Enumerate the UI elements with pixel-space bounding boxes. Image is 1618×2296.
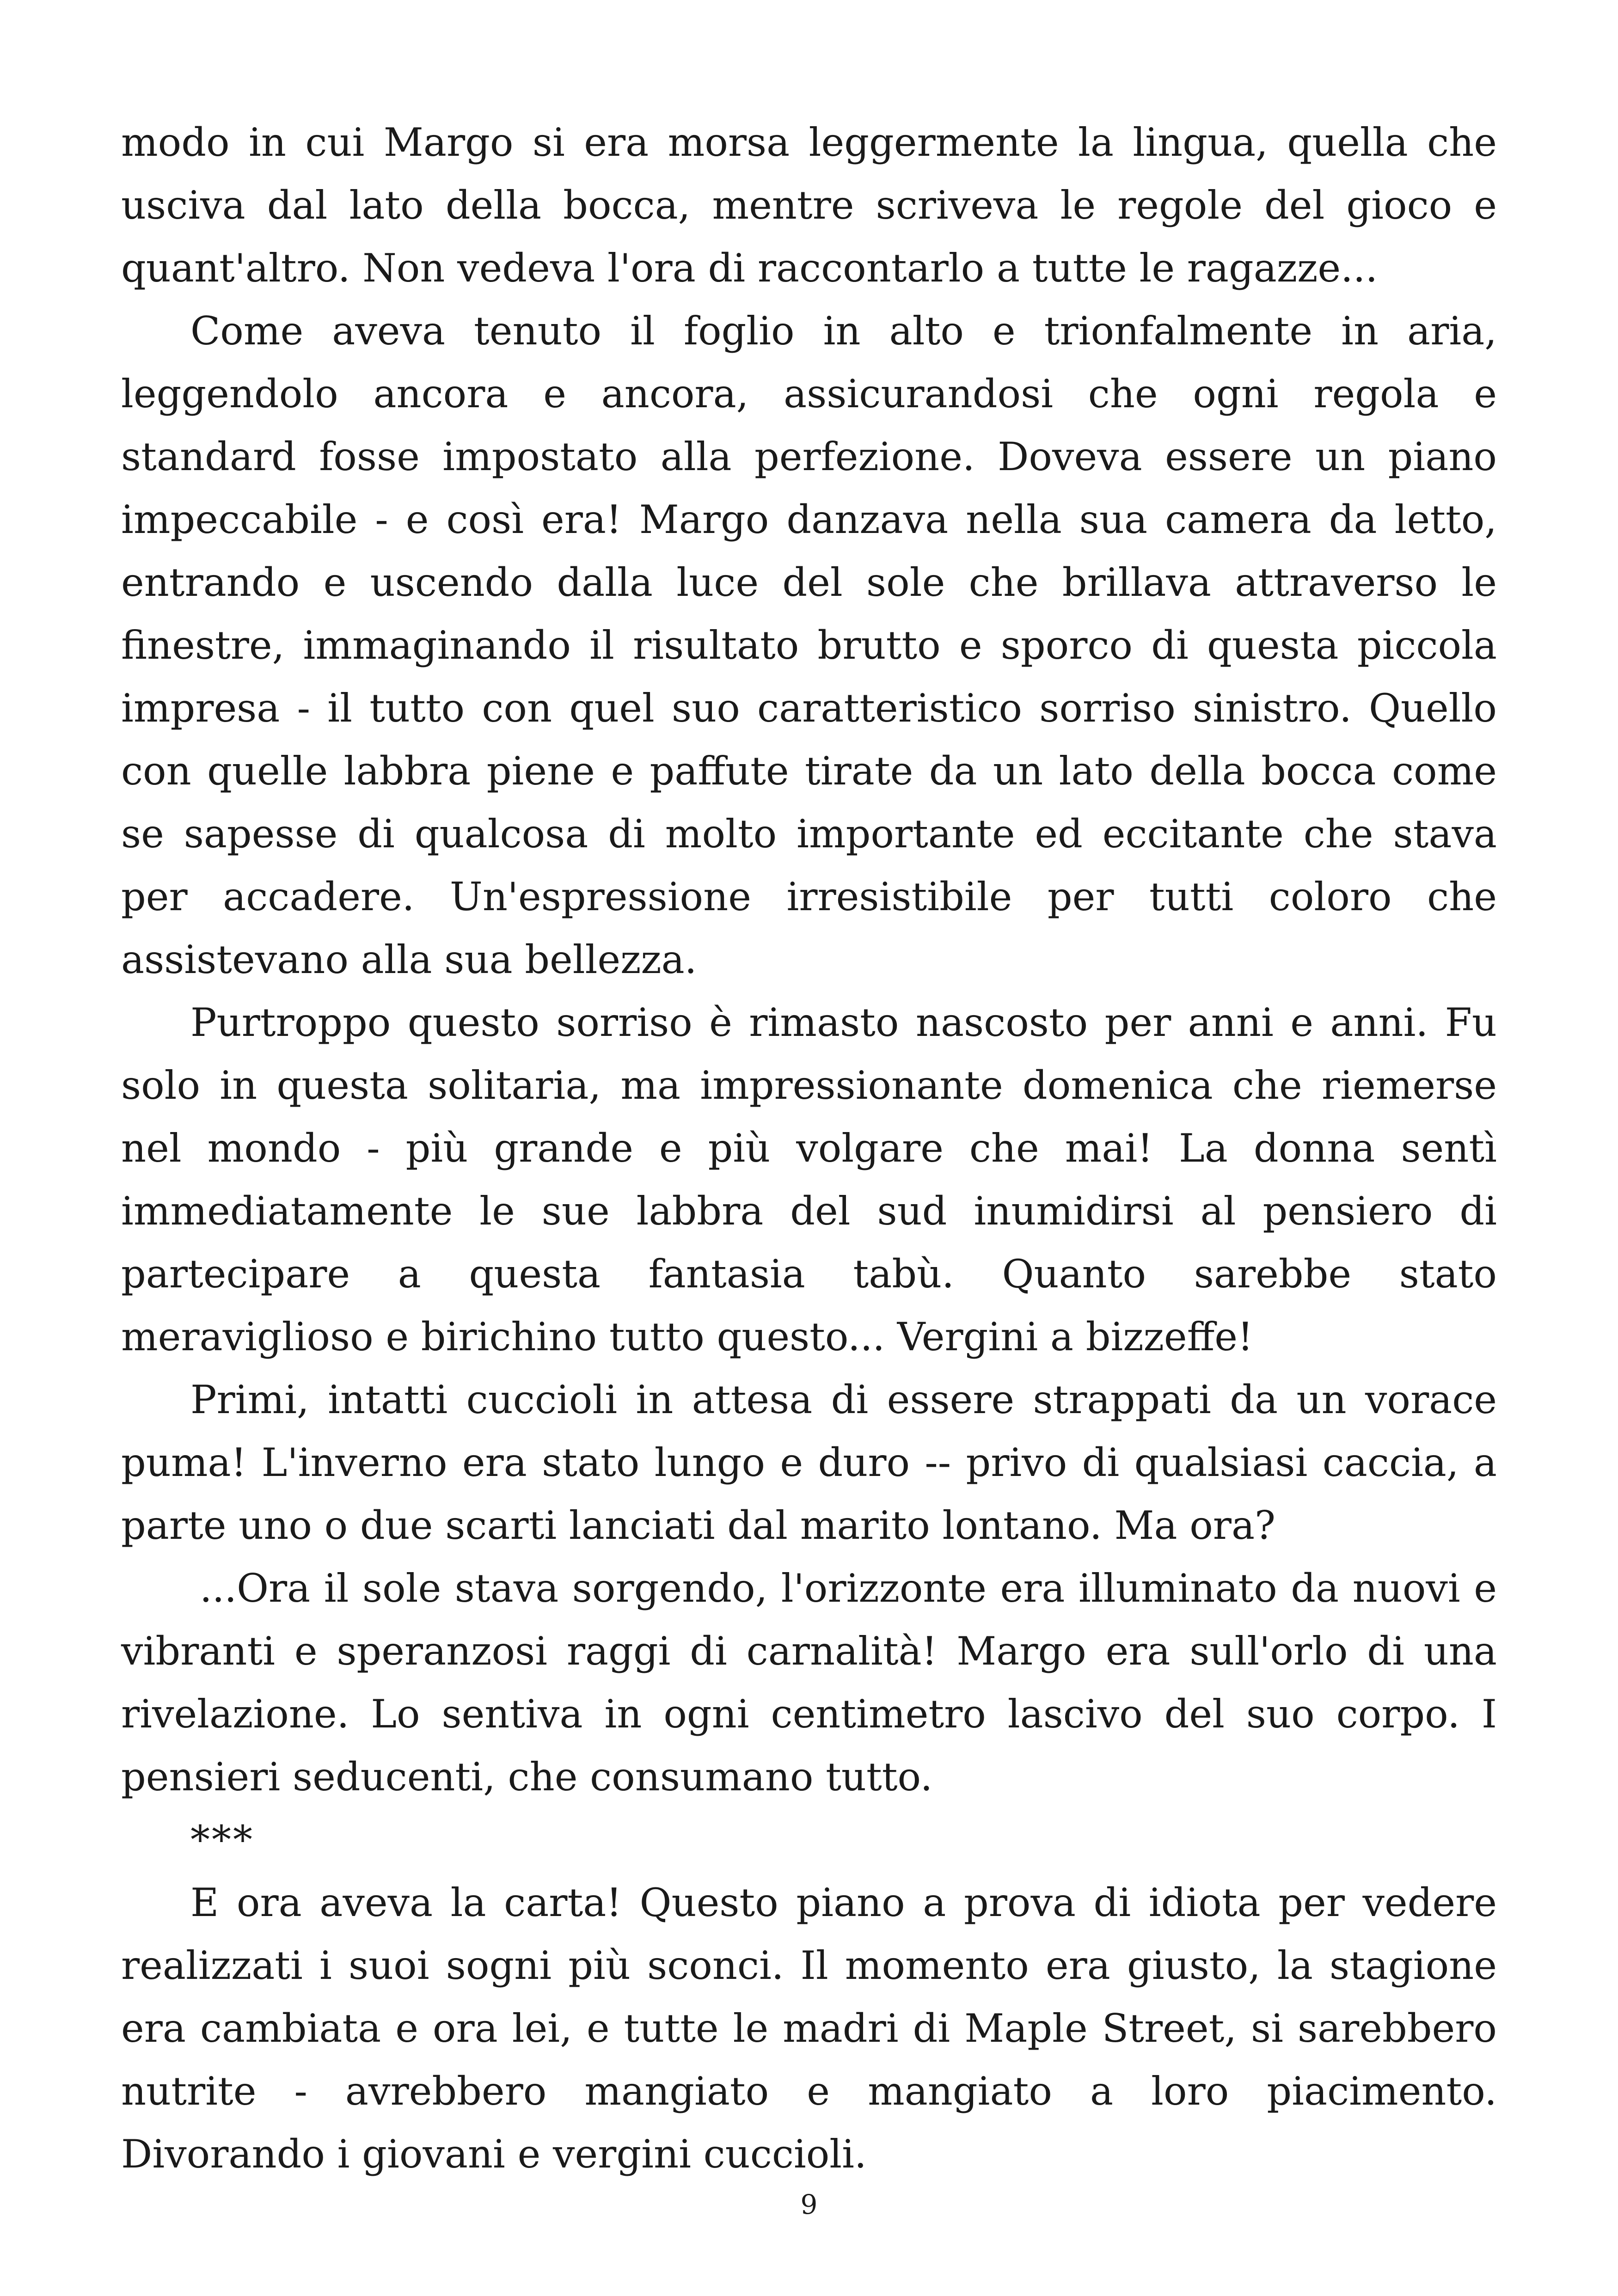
body-text: [121, 111, 1497, 2186]
section-separator: ***: [190, 1817, 254, 1862]
page-number: 9: [800, 2189, 818, 2220]
paragraph: Come aveva tenuto il foglio in alto e trionfalmente in aria, leggendolo ancora e ancora, assicurandosi che ogni regola e standard fosse impostato alla perfezione. Doveva essere un piano impeccabile - e così era! Margo danzava nella sua camera da letto, entrando e uscendo dalla luce del sole che brillava attraverso le finestre, immaginando il risultato brutto e sporco di questa piccola impresa - il tutto con quel suo caratteristico sorriso sinistro. Quello con quelle labbra piene e paffute tirate da un lato della bocca come se sapesse di qualcosa di molto importante ed eccitante che stava per accadere. Un'espressione irresistibile per tutti coloro che assistevano alla sua bellezza.: [121, 308, 1497, 982]
paragraph: Primi, intatti cuccioli in attesa di essere strappati da un vorace puma! L'inverno era stato lungo e duro -- privo di qualsiasi caccia, a parte uno o due scarti lanciati dal marito lontano. Ma ora?: [121, 1377, 1497, 1548]
paragraph: Purtroppo questo sorriso è rimasto nascosto per anni e anni. Fu solo in questa solitaria, ma impressionante domenica che riemerse nel mondo - più grande e più volgare che mai! La donna sentì immediatamente le sue labbra del sud inumidirsi al pensiero di partecipare a questa fantasia tabù. Quanto sarebbe stato meraviglioso e birichino tutto questo... Vergini a bizzeffe!: [121, 1000, 1497, 1359]
paragraph-continuation: modo in cui Margo si era morsa leggermente la lingua, quella che usciva dal lato della bocca, mentre scriveva le regole del gioco e quant'altro. Non vedeva l'ora di raccontarlo a tutte le ragazze...: [121, 120, 1497, 291]
paragraph: E ora aveva la carta! Questo piano a prova di idiota per vedere realizzati i suoi sogni più sconci. Il momento era giusto, la stagione era cambiata e ora lei, e tutte le madri di Maple Street, si sarebbero nutrite - avrebbero mangiato e mangiato a loro piacimento. Divorando i giovani e vergini cuccioli.: [121, 1880, 1497, 2177]
paragraph: ...Ora il sole stava sorgendo, l'orizzonte era illuminato da nuovi e vibranti e speranzosi raggi di carnalità! Margo era sull'orlo di una rivelazione. Lo sentiva in ogni centimetro lascivo del suo corpo. I pensieri seducenti, che consumano tutto.: [121, 1566, 1497, 1800]
